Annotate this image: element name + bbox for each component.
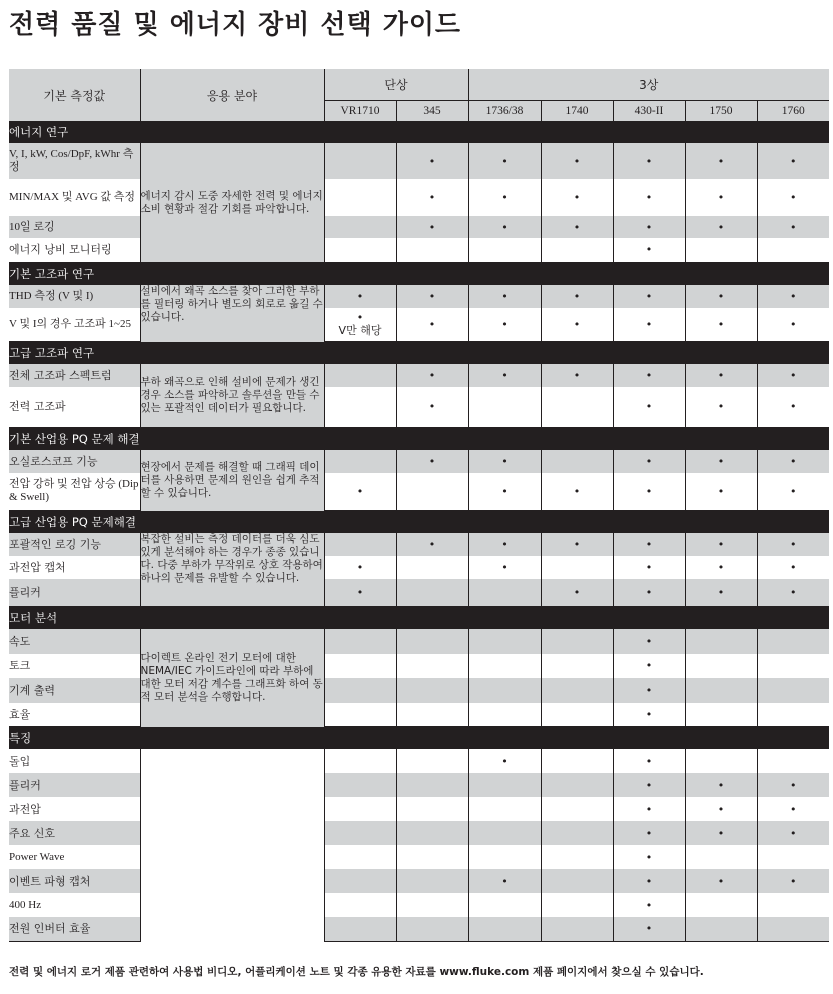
availability-cell: • (757, 450, 829, 473)
availability-cell (324, 179, 396, 216)
section-title: 에너지 연구 (9, 121, 829, 143)
availability-cell: • (757, 473, 829, 511)
availability-cell: • (468, 216, 541, 238)
availability-cell: • (396, 143, 468, 179)
availability-cell (685, 678, 757, 703)
availability-cell: • (685, 821, 757, 845)
measure-column-header: 기본 측정값 (9, 69, 140, 121)
availability-cell: • (468, 556, 541, 579)
availability-cell: • (468, 450, 541, 473)
availability-cell: • (685, 285, 757, 308)
equipment-selection-table (9, 69, 829, 942)
availability-cell (324, 450, 396, 473)
measurement-label: 전체 고조파 스펙트럼 (9, 364, 140, 387)
availability-cell (396, 556, 468, 579)
availability-cell (757, 917, 829, 941)
availability-cell: • (757, 143, 829, 179)
availability-cell (541, 678, 613, 703)
application-description: 설비에서 왜곡 소스를 찾아 그러한 부하를 필터링 하거나 별도의 회로로 옮길 수 있습니다. (140, 285, 324, 342)
availability-cell: • (468, 869, 541, 893)
section-title: 모터 분석 (9, 606, 829, 629)
availability-cell: • (324, 579, 396, 606)
availability-cell: • (613, 216, 685, 238)
availability-cell: • (613, 678, 685, 703)
availability-cell (685, 238, 757, 262)
availability-cell: • (468, 749, 541, 773)
availability-cell (757, 678, 829, 703)
measurement-label: Power Wave (9, 845, 140, 869)
footer-note: 전력 및 에너지 로거 제품 관련하여 사용법 비디오, 어플리케이션 노트 및 각종 유용한 자료를 www.fluke.com 제품 페이지에서 찾으실 수 있습니다. (9, 966, 704, 978)
section-header-row (9, 727, 829, 750)
availability-cell: • (396, 285, 468, 308)
table-body (9, 121, 829, 941)
table-row (9, 845, 829, 869)
availability-cell: • (757, 216, 829, 238)
availability-cell: • (757, 533, 829, 556)
availability-cell (396, 893, 468, 917)
availability-cell: • (685, 179, 757, 216)
availability-cell: • (757, 869, 829, 893)
availability-cell: • (541, 308, 613, 342)
availability-cell (685, 845, 757, 869)
availability-cell: • (541, 179, 613, 216)
measurement-label: 이벤트 파형 캡처 (9, 869, 140, 893)
availability-cell (541, 450, 613, 473)
model-header: 430-II (613, 100, 685, 121)
availability-cell (541, 654, 613, 678)
availability-cell (757, 893, 829, 917)
availability-cell: • (468, 364, 541, 387)
measurement-label: 10일 로깅 (9, 216, 140, 238)
table-row (9, 179, 829, 216)
availability-cell: • (396, 216, 468, 238)
availability-cell (324, 629, 396, 654)
availability-cell: • (613, 821, 685, 845)
availability-cell (541, 556, 613, 579)
availability-cell (541, 797, 613, 821)
availability-cell: • (685, 773, 757, 797)
availability-cell: • (685, 869, 757, 893)
availability-cell (396, 678, 468, 703)
table-row (9, 308, 829, 342)
table-row (9, 556, 829, 579)
availability-cell: • (468, 533, 541, 556)
table-row (9, 917, 829, 941)
measurement-label: 기계 출력 (9, 678, 140, 703)
availability-cell (541, 629, 613, 654)
table-row (9, 821, 829, 845)
availability-cell (324, 869, 396, 893)
availability-cell: • (685, 556, 757, 579)
availability-cell: • (541, 285, 613, 308)
availability-cell: • (324, 285, 396, 308)
availability-cell (468, 654, 541, 678)
measurement-label: 플리커 (9, 773, 140, 797)
availability-cell: • (757, 285, 829, 308)
availability-cell (324, 387, 396, 427)
availability-cell (757, 845, 829, 869)
availability-cell (396, 473, 468, 511)
availability-cell: • (613, 238, 685, 262)
availability-cell (468, 821, 541, 845)
availability-cell: • (685, 364, 757, 387)
availability-cell: • (613, 473, 685, 511)
availability-cell (757, 749, 829, 773)
availability-cell (396, 703, 468, 727)
section-header-row (9, 427, 829, 450)
table-row (9, 387, 829, 427)
table-row (9, 533, 829, 556)
availability-cell (541, 703, 613, 727)
measurement-label: 플리커 (9, 579, 140, 606)
availability-cell: • (613, 308, 685, 342)
section-title: 특징 (9, 727, 829, 750)
measurement-label: 과전압 (9, 797, 140, 821)
table-row (9, 797, 829, 821)
table-row (9, 143, 829, 179)
table-row (9, 749, 829, 773)
availability-cell: • (613, 629, 685, 654)
availability-cell: • (324, 473, 396, 511)
availability-cell (396, 238, 468, 262)
availability-cell (396, 797, 468, 821)
model-header: 1750 (685, 100, 757, 121)
availability-cell: • (541, 473, 613, 511)
section-header-row (9, 121, 829, 143)
measurement-label: 과전압 캡처 (9, 556, 140, 579)
availability-cell (324, 216, 396, 238)
availability-cell (541, 845, 613, 869)
application-column-header: 응용 분야 (140, 69, 324, 121)
availability-cell (396, 917, 468, 941)
availability-cell: • (324, 556, 396, 579)
availability-cell: • (613, 285, 685, 308)
table-row (9, 450, 829, 473)
availability-cell: • (613, 179, 685, 216)
availability-cell: • (541, 364, 613, 387)
availability-cell: • (757, 179, 829, 216)
availability-cell (757, 629, 829, 654)
table-row (9, 579, 829, 606)
application-description: 다이렉트 온라인 전기 모터에 대한 NEMA/IEC 가이드라인에 따라 부하에 대한 모터 저감 계수를 그래프화 하여 동적 모터 분석을 수행합니다. (140, 629, 324, 727)
section-header-row (9, 262, 829, 285)
measurement-label: 에너지 낭비 모니터링 (9, 238, 140, 262)
availability-cell (396, 869, 468, 893)
availability-cell (541, 749, 613, 773)
measurement-label: 전원 인버터 효율 (9, 917, 140, 941)
availability-cell: • (541, 579, 613, 606)
availability-cell (324, 533, 396, 556)
availability-cell (468, 703, 541, 727)
availability-cell (468, 629, 541, 654)
availability-cell: • (396, 308, 468, 342)
availability-cell: • (685, 533, 757, 556)
availability-cell (324, 654, 396, 678)
availability-cell: • (613, 749, 685, 773)
availability-cell: • (396, 450, 468, 473)
availability-cell (541, 917, 613, 941)
availability-cell (396, 845, 468, 869)
availability-cell (324, 238, 396, 262)
availability-cell (324, 143, 396, 179)
availability-cell (468, 773, 541, 797)
availability-cell (541, 773, 613, 797)
availability-cell: • (757, 387, 829, 427)
availability-cell: • (685, 450, 757, 473)
section-header-row (9, 606, 829, 629)
availability-cell: • (613, 364, 685, 387)
measurement-label: 오실로스코프 기능 (9, 450, 140, 473)
availability-cell (468, 238, 541, 262)
table-row (9, 893, 829, 917)
availability-cell (324, 797, 396, 821)
application-description: 부하 왜곡으로 인해 설비에 문제가 생긴 경우 소스를 파악하고 솔루션을 만들 수 있는 포괄적인 데이터가 필요합니다. (140, 364, 324, 427)
availability-cell (541, 893, 613, 917)
availability-cell (685, 917, 757, 941)
measurement-label: 토크 (9, 654, 140, 678)
availability-cell: • (613, 869, 685, 893)
model-header: 1740 (541, 100, 613, 121)
measurement-label: THD 측정 (V 및 I) (9, 285, 140, 308)
measurement-label: 주요 신호 (9, 821, 140, 845)
availability-cell (468, 579, 541, 606)
availability-cell: • (685, 216, 757, 238)
page-title: 전력 품질 및 에너지 장비 선택 가이드 (9, 10, 462, 40)
availability-cell: • (685, 308, 757, 342)
section-header-row (9, 342, 829, 365)
availability-cell: • (685, 143, 757, 179)
measurement-label: 전력 고조파 (9, 387, 140, 427)
application-description: 에너지 감시 도중 자세한 전력 및 에너지 소비 현황과 절감 기회를 파악합니다. (140, 143, 324, 262)
availability-cell: • (613, 143, 685, 179)
availability-cell: • (685, 473, 757, 511)
availability-cell: • (613, 797, 685, 821)
availability-cell (685, 893, 757, 917)
section-title: 고급 고조파 연구 (9, 342, 829, 365)
availability-cell: • (468, 473, 541, 511)
availability-cell (324, 773, 396, 797)
availability-cell (324, 678, 396, 703)
availability-cell: • (468, 308, 541, 342)
availability-cell: • (613, 893, 685, 917)
availability-cell (396, 654, 468, 678)
application-description: 현장에서 문제를 해결할 때 그래픽 데이터를 사용하면 문제의 원인을 쉽게 추적할 수 있습니다. (140, 450, 324, 511)
table-row (9, 364, 829, 387)
availability-cell (757, 703, 829, 727)
application-description: 복잡한 설비는 측정 데이터를 더욱 심도있게 분석해야 하는 경우가 종종 있습니다. 다중 부하가 무작위로 상호 작용하여 하나의 문제를 유발할 수 있습니다. (140, 533, 324, 606)
section-header-row (9, 511, 829, 534)
availability-cell (396, 629, 468, 654)
section-title: 기본 고조파 연구 (9, 262, 829, 285)
availability-cell (324, 845, 396, 869)
availability-cell (468, 387, 541, 427)
availability-cell (541, 238, 613, 262)
availability-cell: • (613, 556, 685, 579)
availability-cell: • (613, 845, 685, 869)
availability-cell (685, 654, 757, 678)
model-header: 1736/38 (468, 100, 541, 121)
availability-cell (468, 797, 541, 821)
table-row (9, 773, 829, 797)
availability-cell: • (396, 179, 468, 216)
availability-cell (324, 917, 396, 941)
availability-cell: • (396, 364, 468, 387)
availability-cell (541, 869, 613, 893)
measurement-label: 돌입 (9, 749, 140, 773)
model-header: VR1710 (324, 100, 396, 121)
availability-cell (396, 579, 468, 606)
availability-cell: • (613, 917, 685, 941)
availability-cell: • (757, 821, 829, 845)
availability-cell (468, 845, 541, 869)
application-description (140, 749, 324, 941)
table-row (9, 216, 829, 238)
availability-cell: • (613, 450, 685, 473)
availability-cell (685, 703, 757, 727)
measurement-label: MIN/MAX 및 AVG 값 측정 (9, 179, 140, 216)
table-row (9, 473, 829, 511)
availability-cell: • (685, 797, 757, 821)
availability-cell: • (468, 285, 541, 308)
measurement-label: V, I, kW, Cos/DpF, kWhr 측정 (9, 143, 140, 179)
availability-cell (685, 629, 757, 654)
availability-cell: • (757, 364, 829, 387)
table-row (9, 869, 829, 893)
table-row (9, 654, 829, 678)
availability-cell (757, 654, 829, 678)
table-row (9, 285, 829, 308)
availability-cell (324, 821, 396, 845)
availability-cell: • (757, 579, 829, 606)
availability-cell: • (541, 533, 613, 556)
measurement-label: 포괄적인 로깅 기능 (9, 533, 140, 556)
availability-cell: • (541, 143, 613, 179)
model-header: 345 (396, 100, 468, 121)
availability-cell: • (757, 556, 829, 579)
three-phase-header: 3상 (468, 69, 829, 100)
table-row (9, 678, 829, 703)
availability-cell (685, 749, 757, 773)
model-header: 1760 (757, 100, 829, 121)
measurement-label: 속도 (9, 629, 140, 654)
measurement-label: 400 Hz (9, 893, 140, 917)
measurement-label: 효율 (9, 703, 140, 727)
availability-cell: • V만 해당 (324, 308, 396, 342)
availability-cell (396, 749, 468, 773)
availability-cell (468, 917, 541, 941)
availability-cell: • (613, 533, 685, 556)
availability-cell: • (757, 797, 829, 821)
measurement-label: V 및 I의 경우 고조파 1~25 (9, 308, 140, 342)
availability-cell: • (541, 216, 613, 238)
table-row (9, 238, 829, 262)
availability-cell (757, 238, 829, 262)
availability-cell: • (613, 703, 685, 727)
table-row (9, 629, 829, 654)
availability-cell: • (613, 654, 685, 678)
availability-cell: • (757, 773, 829, 797)
availability-cell: • (396, 533, 468, 556)
availability-cell: • (613, 387, 685, 427)
availability-cell: • (685, 387, 757, 427)
availability-cell (468, 893, 541, 917)
availability-cell (396, 821, 468, 845)
availability-cell: • (468, 143, 541, 179)
availability-cell (324, 893, 396, 917)
measurement-label: 전압 강하 및 전압 상승 (Dip & Swell) (9, 473, 140, 511)
availability-cell (541, 821, 613, 845)
availability-cell (324, 749, 396, 773)
section-title: 기본 산업용 PQ 문제 해결 (9, 427, 829, 450)
availability-cell: • (613, 579, 685, 606)
availability-cell: • (757, 308, 829, 342)
availability-cell (324, 364, 396, 387)
availability-cell: • (613, 773, 685, 797)
availability-cell: • (396, 387, 468, 427)
availability-cell (468, 678, 541, 703)
availability-cell: • (468, 179, 541, 216)
section-title: 고급 산업용 PQ 문제해결 (9, 511, 829, 534)
table-row (9, 703, 829, 727)
single-phase-header: 단상 (324, 69, 468, 100)
availability-cell (396, 773, 468, 797)
availability-cell: • (685, 579, 757, 606)
availability-cell (324, 703, 396, 727)
availability-cell (541, 387, 613, 427)
